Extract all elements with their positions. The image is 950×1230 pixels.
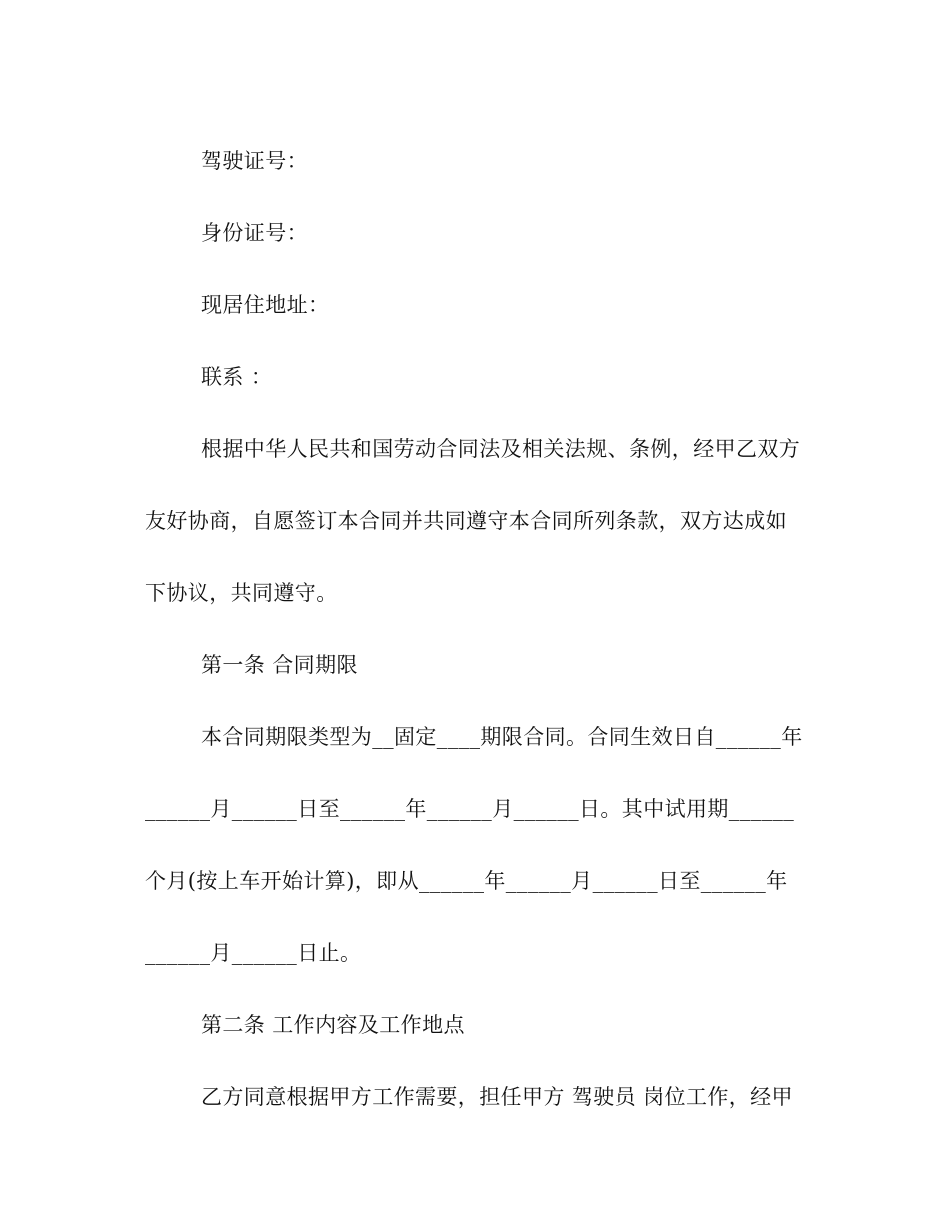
preamble-line-3: 下协议，共同遵守。 <box>145 581 338 605</box>
article-1-line-1: 本合同期限类型为__固定____期限合同。合同生效日自______年 <box>201 725 803 749</box>
document-body <box>145 125 810 1133</box>
article-2-line-1: 乙方同意根据甲方工作需要，担任甲方 驾驶员 岗位工作，经甲 <box>201 1085 793 1109</box>
preamble-line-1: 根据中华人民共和国劳动合同法及相关法规、条例，经甲乙双方 <box>201 437 801 461</box>
article-2-heading: 第二条 工作内容及工作地点 <box>201 1013 465 1037</box>
current-address-line: 现居住地址： <box>201 293 330 317</box>
article-1-line-3: 个月(按上车开始计算)，即从______年______月______日至______年 <box>145 869 788 893</box>
driver-license-number-line: 驾驶证号： <box>201 149 308 173</box>
preamble-line-2: 友好协商，自愿签订本合同并共同遵守本合同所列条款，双方达成如 <box>145 509 787 533</box>
contact-line: 联系 ： <box>201 365 273 389</box>
id-number-line: 身份证号： <box>201 221 308 245</box>
article-1-heading: 第一条 合同期限 <box>201 653 358 677</box>
article-1-line-2: ______月______日至______年______月______日。其中试用期______ <box>145 797 795 821</box>
article-1-line-4: ______月______日止。 <box>145 941 362 965</box>
